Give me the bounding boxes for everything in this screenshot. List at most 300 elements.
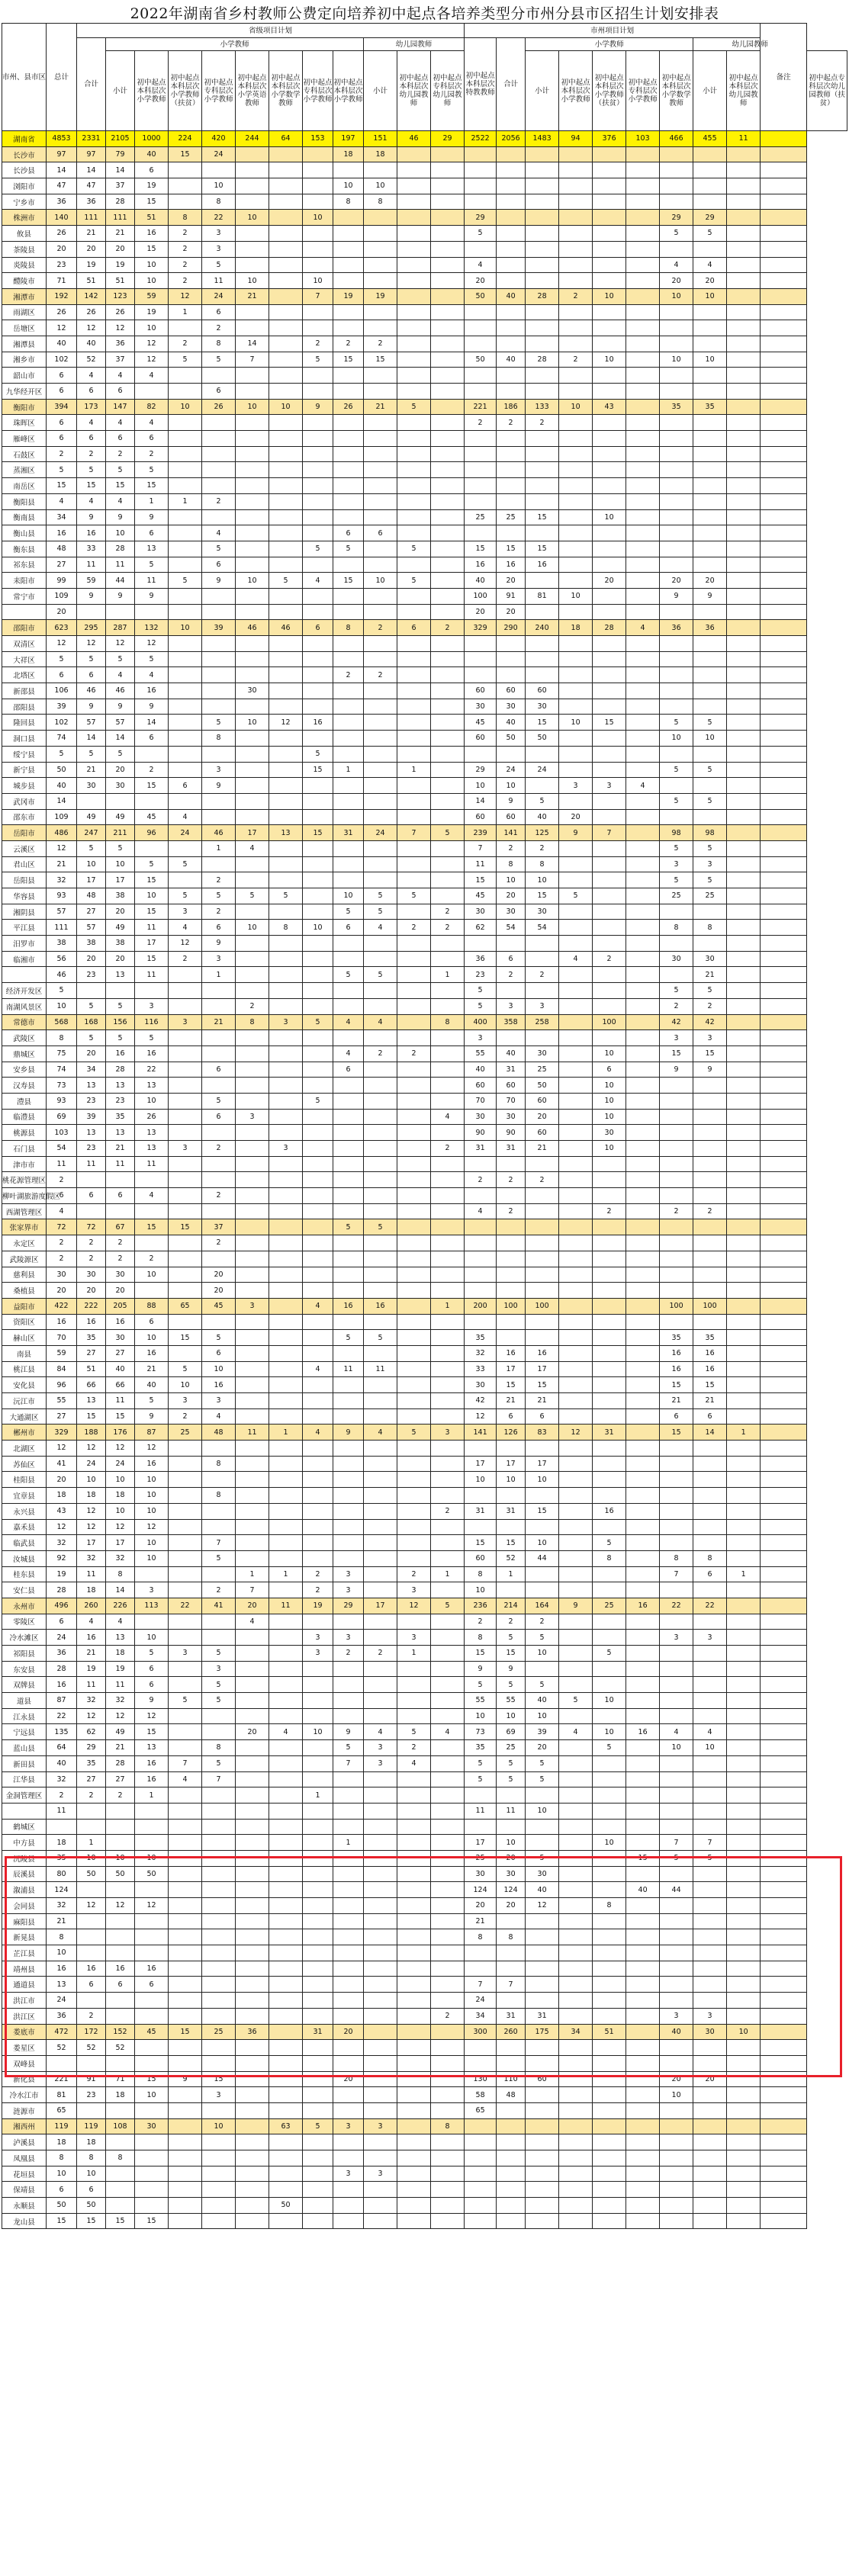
header-prov-plan: 省级项目计划 [77, 24, 465, 38]
table-cell [364, 304, 397, 320]
table-cell [626, 1156, 660, 1172]
table-cell [660, 2166, 693, 2182]
table-cell: 15 [169, 1219, 202, 1235]
table-cell [169, 1472, 202, 1488]
region-cell: 桃花源管理区 [2, 1172, 47, 1188]
table-cell: 151 [364, 131, 397, 147]
region-cell: 芷江县 [2, 1945, 47, 1961]
table-cell [431, 462, 465, 478]
table-cell [727, 210, 761, 226]
table-cell [303, 1771, 333, 1787]
table-cell [593, 2182, 626, 2198]
table-cell [169, 2213, 202, 2229]
table-cell: 21 [364, 399, 397, 415]
region-cell: 湘乡市 [2, 352, 47, 368]
table-cell [364, 1693, 397, 1709]
table-cell: 240 [526, 620, 559, 636]
city-row [2, 2024, 847, 2040]
table-cell [727, 1614, 761, 1630]
table-cell: 103 [47, 1125, 77, 1141]
table-cell [626, 2008, 660, 2024]
table-cell [169, 1913, 202, 1929]
table-cell [431, 872, 465, 888]
table-cell: 47 [47, 178, 77, 194]
table-cell [761, 2024, 807, 2040]
table-cell: 5 [106, 998, 135, 1014]
table-cell: 6 [135, 731, 169, 747]
table-cell [660, 1472, 693, 1488]
table-cell [333, 462, 364, 478]
table-cell [727, 1993, 761, 2009]
table-cell [660, 1993, 693, 2009]
table-cell: 6 [202, 384, 236, 400]
table-cell: 5 [397, 541, 431, 557]
table-cell: 6 [202, 1345, 236, 1361]
table-cell [364, 2040, 397, 2056]
table-cell [593, 856, 626, 872]
table-row [2, 983, 847, 999]
table-cell [169, 588, 202, 604]
table-cell [269, 1740, 303, 1756]
table-row [2, 1708, 847, 1724]
table-cell [269, 1708, 303, 1724]
table-cell [364, 1677, 397, 1693]
table-cell [761, 1219, 807, 1235]
table-cell: 18 [47, 1488, 77, 1504]
table-cell [761, 1913, 807, 1929]
table-cell [236, 2102, 269, 2118]
table-cell [660, 1488, 693, 1504]
header-city-kinder-small: 小计 [693, 51, 727, 131]
table-cell: 4 [47, 1203, 77, 1219]
table-cell [364, 1566, 397, 1582]
table-cell [761, 2182, 807, 2198]
table-cell: 8 [333, 194, 364, 210]
table-cell [333, 1109, 364, 1125]
table-cell [761, 1993, 807, 2009]
table-cell: 9 [693, 1062, 727, 1078]
table-cell: 108 [106, 2118, 135, 2134]
table-cell [431, 667, 465, 683]
table-cell [364, 226, 397, 242]
table-cell [559, 1251, 593, 1267]
table-cell [626, 1062, 660, 1078]
table-cell: 91 [497, 588, 526, 604]
table-cell [559, 1677, 593, 1693]
table-row [2, 1913, 847, 1929]
table-cell: 21 [106, 1740, 135, 1756]
table-cell [526, 1993, 559, 2009]
table-cell [727, 1693, 761, 1709]
table-cell [761, 1125, 807, 1141]
table-cell: 20 [660, 573, 693, 589]
table-cell [236, 525, 269, 541]
table-cell [236, 1456, 269, 1472]
table-cell [497, 1156, 526, 1172]
table-row [2, 778, 847, 794]
table-cell [593, 1993, 626, 2009]
table-cell [236, 1693, 269, 1709]
table-cell: 30 [77, 1267, 106, 1283]
table-cell [727, 162, 761, 178]
table-cell [169, 1835, 202, 1851]
table-cell [761, 320, 807, 336]
table-cell [202, 2008, 236, 2024]
table-cell [431, 1330, 465, 1346]
table-cell: 5 [47, 462, 77, 478]
table-cell: 44 [526, 1550, 559, 1566]
table-cell [497, 368, 526, 384]
region-cell: 桃江县 [2, 1361, 47, 1377]
table-cell [727, 731, 761, 747]
table-cell [761, 1550, 807, 1566]
table-cell [269, 1693, 303, 1709]
table-cell [303, 588, 333, 604]
table-cell: 4 [364, 920, 397, 936]
table-cell [626, 493, 660, 509]
table-cell: 54 [497, 920, 526, 936]
table-cell [169, 1235, 202, 1251]
table-cell: 40 [526, 809, 559, 825]
table-cell [236, 762, 269, 778]
table-cell: 70 [497, 1093, 526, 1109]
region-cell: 常德市 [2, 1014, 47, 1030]
table-cell [303, 1708, 333, 1724]
table-cell [397, 746, 431, 762]
table-cell [236, 1235, 269, 1251]
region-cell: 九华经开区 [2, 384, 47, 400]
table-cell [727, 620, 761, 636]
table-cell: 5 [526, 793, 559, 809]
table-cell [333, 1472, 364, 1488]
table-cell [333, 509, 364, 525]
table-cell [626, 368, 660, 384]
city-row [2, 146, 847, 162]
table-cell [106, 1945, 135, 1961]
table-cell [333, 604, 364, 620]
region-cell: 珠晖区 [2, 415, 47, 431]
table-cell: 20 [47, 604, 77, 620]
table-cell: 5 [660, 793, 693, 809]
table-cell: 10 [364, 178, 397, 194]
table-cell [593, 336, 626, 352]
table-cell: 88 [135, 1298, 169, 1314]
table-cell [333, 951, 364, 967]
table-cell [169, 1882, 202, 1898]
table-cell: 6 [660, 1408, 693, 1425]
table-cell: 20 [465, 273, 497, 289]
table-cell: 8 [202, 1740, 236, 1756]
region-cell: 鼎城区 [2, 1045, 47, 1062]
table-cell [761, 446, 807, 462]
table-cell [333, 1708, 364, 1724]
table-cell [364, 636, 397, 652]
table-cell [135, 2182, 169, 2198]
table-cell [727, 1235, 761, 1251]
table-cell: 2 [47, 1235, 77, 1251]
table-cell: 2 [465, 1614, 497, 1630]
table-cell [526, 226, 559, 242]
table-cell [333, 1078, 364, 1094]
table-cell [236, 1866, 269, 1882]
table-cell [397, 1819, 431, 1835]
table-cell [397, 872, 431, 888]
table-cell [693, 541, 727, 557]
table-cell [397, 1014, 431, 1030]
table-cell [397, 1330, 431, 1346]
table-cell: 8 [269, 920, 303, 936]
region-cell: 保靖县 [2, 2182, 47, 2198]
table-cell [397, 2102, 431, 2118]
table-cell [333, 1188, 364, 1204]
table-cell [431, 651, 465, 667]
table-cell [761, 1267, 807, 1283]
table-cell [364, 1961, 397, 1977]
table-cell [626, 731, 660, 747]
table-cell [269, 746, 303, 762]
table-cell [497, 667, 526, 683]
table-cell [333, 2008, 364, 2024]
table-cell: 58 [465, 2087, 497, 2103]
table-cell: 43 [593, 399, 626, 415]
table-row [2, 1109, 847, 1125]
table-cell [431, 241, 465, 257]
table-cell: 10 [135, 273, 169, 289]
table-cell: 42 [693, 1014, 727, 1030]
table-cell [303, 1693, 333, 1709]
table-cell: 12 [77, 636, 106, 652]
table-cell: 13 [106, 1078, 135, 1094]
table-cell: 239 [465, 825, 497, 841]
table-cell [693, 1472, 727, 1488]
table-cell: 33 [77, 541, 106, 557]
table-cell: 10 [593, 1141, 626, 1157]
table-cell [727, 226, 761, 242]
table-cell [559, 1977, 593, 1993]
table-cell [497, 1819, 526, 1835]
table-cell: 5 [106, 1030, 135, 1046]
table-cell [431, 1708, 465, 1724]
table-cell: 5 [593, 1646, 626, 1662]
table-cell: 2 [497, 415, 526, 431]
table-cell: 1 [431, 1566, 465, 1582]
table-cell: 4 [465, 1203, 497, 1219]
table-cell: 21 [135, 1361, 169, 1377]
table-row [2, 746, 847, 762]
table-cell [626, 699, 660, 715]
table-cell [660, 1787, 693, 1804]
table-cell [431, 1267, 465, 1283]
table-cell [593, 210, 626, 226]
table-cell: 5 [559, 1693, 593, 1709]
table-cell [559, 1125, 593, 1141]
table-row [2, 667, 847, 683]
table-cell [364, 1898, 397, 1914]
table-cell [559, 1441, 593, 1457]
region-cell: 辰溪县 [2, 1866, 47, 1882]
table-cell [693, 2182, 727, 2198]
table-cell: 36 [77, 194, 106, 210]
table-cell: 4 [77, 1614, 106, 1630]
table-cell [761, 2134, 807, 2150]
table-cell: 25 [465, 509, 497, 525]
table-cell [497, 1787, 526, 1804]
table-cell: 9 [106, 699, 135, 715]
table-cell [593, 1850, 626, 1866]
region-cell: 资阳区 [2, 1314, 47, 1330]
table-row [2, 1393, 847, 1409]
table-cell: 7 [660, 1835, 693, 1851]
table-cell [333, 2102, 364, 2118]
table-cell [727, 288, 761, 304]
table-cell [269, 336, 303, 352]
table-cell: 14 [47, 793, 77, 809]
table-cell: 9 [135, 588, 169, 604]
table-cell [269, 415, 303, 431]
table-cell: 46 [397, 131, 431, 147]
table-cell [660, 478, 693, 494]
table-cell [397, 1125, 431, 1141]
table-cell [660, 667, 693, 683]
table-cell: 3 [660, 1630, 693, 1646]
table-cell [431, 1882, 465, 1898]
table-cell [269, 1882, 303, 1898]
table-row [2, 1030, 847, 1046]
table-cell [727, 1929, 761, 1945]
table-cell [727, 967, 761, 983]
table-cell [626, 304, 660, 320]
table-cell [364, 1708, 397, 1724]
table-cell [559, 194, 593, 210]
table-cell [269, 2182, 303, 2198]
table-cell: 62 [465, 920, 497, 936]
table-cell [626, 226, 660, 242]
table-cell [364, 1109, 397, 1125]
table-cell [397, 998, 431, 1014]
table-cell [559, 1787, 593, 1804]
table-cell [431, 778, 465, 794]
table-cell [761, 746, 807, 762]
table-cell: 1 [135, 493, 169, 509]
table-cell [303, 415, 333, 431]
table-cell [593, 1929, 626, 1945]
table-cell [660, 778, 693, 794]
table-cell: 3 [202, 951, 236, 967]
table-cell [269, 840, 303, 856]
table-cell [202, 667, 236, 683]
table-cell [559, 604, 593, 620]
table-cell [169, 1977, 202, 1993]
table-cell [397, 715, 431, 731]
table-cell: 27 [47, 1408, 77, 1425]
table-cell: 4 [106, 493, 135, 509]
table-cell [593, 446, 626, 462]
table-cell [761, 1488, 807, 1504]
table-cell: 3 [559, 778, 593, 794]
table-cell [169, 1488, 202, 1504]
table-cell: 15 [135, 2071, 169, 2087]
table-cell [761, 1251, 807, 1267]
table-cell: 100 [660, 1298, 693, 1314]
table-cell [693, 525, 727, 541]
table-row [2, 699, 847, 715]
table-cell: 51 [77, 1361, 106, 1377]
table-cell [626, 1755, 660, 1771]
city-row [2, 1298, 847, 1314]
table-cell [431, 715, 465, 731]
table-cell: 21 [693, 967, 727, 983]
table-cell [761, 1156, 807, 1172]
table-cell: 1 [497, 1566, 526, 1582]
region-cell: 桂东县 [2, 1566, 47, 1582]
table-cell [364, 415, 397, 431]
table-cell [559, 1582, 593, 1598]
table-cell: 9 [135, 1693, 169, 1709]
table-cell [269, 2071, 303, 2087]
table-cell: 1 [269, 1425, 303, 1441]
table-cell: 47 [77, 178, 106, 194]
table-cell: 9 [135, 699, 169, 715]
table-cell: 3 [397, 1582, 431, 1598]
table-cell [269, 1203, 303, 1219]
table-cell [593, 699, 626, 715]
table-cell [202, 809, 236, 825]
table-cell [660, 431, 693, 447]
table-cell: 10 [593, 509, 626, 525]
table-cell [761, 715, 807, 731]
table-cell: 32 [47, 1535, 77, 1551]
table-cell: 3 [364, 1755, 397, 1771]
table-cell [526, 273, 559, 289]
table-cell [397, 604, 431, 620]
table-cell: 19 [106, 1661, 135, 1677]
table-cell [77, 1929, 106, 1945]
table-cell [397, 368, 431, 384]
table-cell [727, 1677, 761, 1693]
table-cell: 3 [693, 1030, 727, 1046]
table-cell: 18 [106, 1488, 135, 1504]
table-cell [465, 478, 497, 494]
table-cell: 60 [497, 683, 526, 699]
table-cell [727, 1408, 761, 1425]
table-cell [559, 320, 593, 336]
table-cell [593, 936, 626, 952]
table-cell: 37 [202, 1219, 236, 1235]
table-cell [397, 1708, 431, 1724]
table-cell [364, 541, 397, 557]
table-cell: 6 [169, 778, 202, 794]
table-cell [660, 509, 693, 525]
table-cell [169, 1803, 202, 1819]
table-cell [559, 1330, 593, 1346]
table-cell: 140 [47, 210, 77, 226]
table-cell [303, 2198, 333, 2214]
table-cell: 5 [135, 1030, 169, 1046]
table-cell: 2 [77, 1787, 106, 1804]
table-cell [497, 273, 526, 289]
table-cell [169, 1503, 202, 1519]
table-cell [593, 1156, 626, 1172]
table-cell: 24 [106, 1456, 135, 1472]
table-cell [269, 1345, 303, 1361]
table-cell: 10 [169, 620, 202, 636]
table-cell: 41 [202, 1598, 236, 1614]
table-cell: 60 [526, 683, 559, 699]
table-cell [626, 920, 660, 936]
table-cell: 8 [526, 856, 559, 872]
table-cell [761, 2213, 807, 2229]
region-cell: 临武县 [2, 1535, 47, 1551]
